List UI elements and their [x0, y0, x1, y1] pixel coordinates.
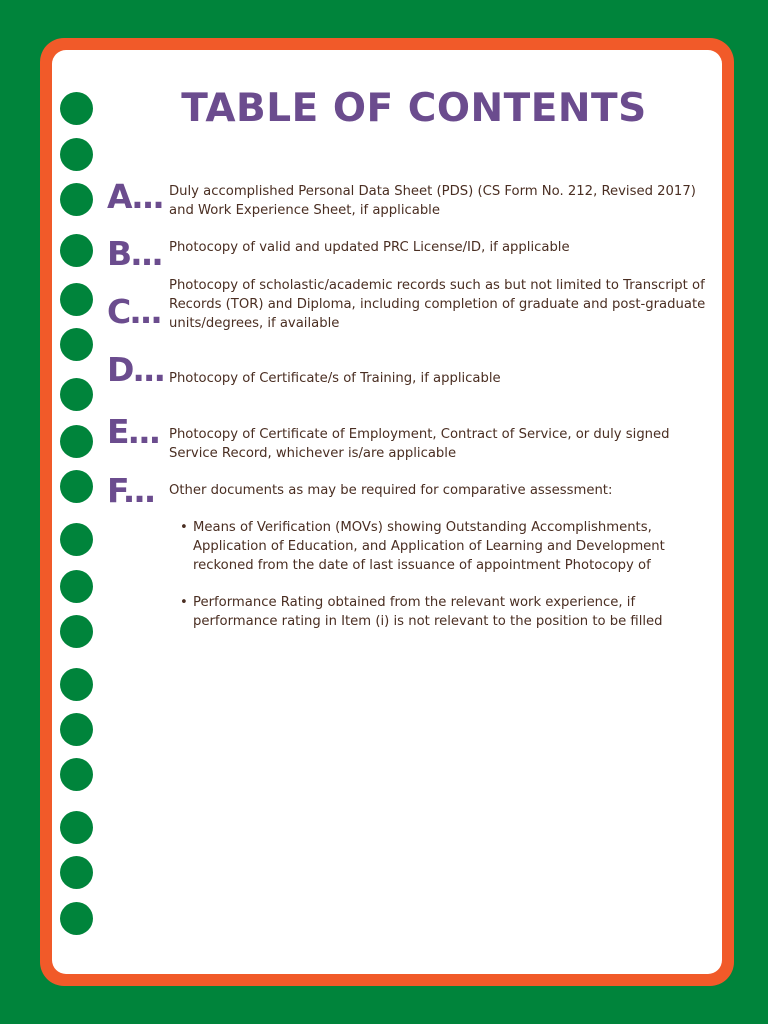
item-letter-b: B...: [107, 234, 162, 273]
sub-item-text: Performance Rating obtained from the relevant work experience, if performance rating in Item (i) is not relevant to the position to be filled: [193, 595, 663, 629]
bullet: •: [180, 595, 188, 610]
item-text-d: Photocopy of Certificate/s of Training, if applicable: [169, 371, 501, 386]
item-letter-e: E...: [107, 412, 160, 451]
item-letter-c: C...: [107, 292, 161, 331]
item-text-a: Duly accomplished Personal Data Sheet (PDS) (CS Form No. 212, Revised 2017) and Work Experience Sheet, if applicable: [169, 184, 696, 218]
item-text-f: Other documents as may be required for comparative assessment:: [169, 483, 613, 498]
item-letter-d: D...: [107, 350, 165, 389]
page-title: TABLE OF CONTENTS: [181, 86, 647, 131]
item-text-b: Photocopy of valid and updated PRC License/ID, if applicable: [169, 240, 570, 255]
bullet: •: [180, 520, 188, 535]
sub-item-text: Means of Verification (MOVs) showing Outstanding Accomplishments, Application of Education, and Application of Learning and Development reckoned from the date of last issuance of appointment Photocopy of: [193, 520, 665, 573]
item-text-e: Photocopy of Certificate of Employment, Contract of Service, or duly signed Service Record, whichever is/are applicable: [169, 427, 670, 461]
item-letter-f: F...: [107, 471, 155, 510]
sub-item-list: [178, 518, 708, 631]
sub-list-item: [178, 518, 708, 575]
sub-list-item: [178, 593, 708, 631]
item-text-c: Photocopy of scholastic/academic records such as but not limited to Transcript of Records (TOR) and Diploma, including completion of graduate and post-graduate units/degrees, if available: [169, 278, 706, 331]
item-letter-a: A...: [107, 177, 163, 216]
